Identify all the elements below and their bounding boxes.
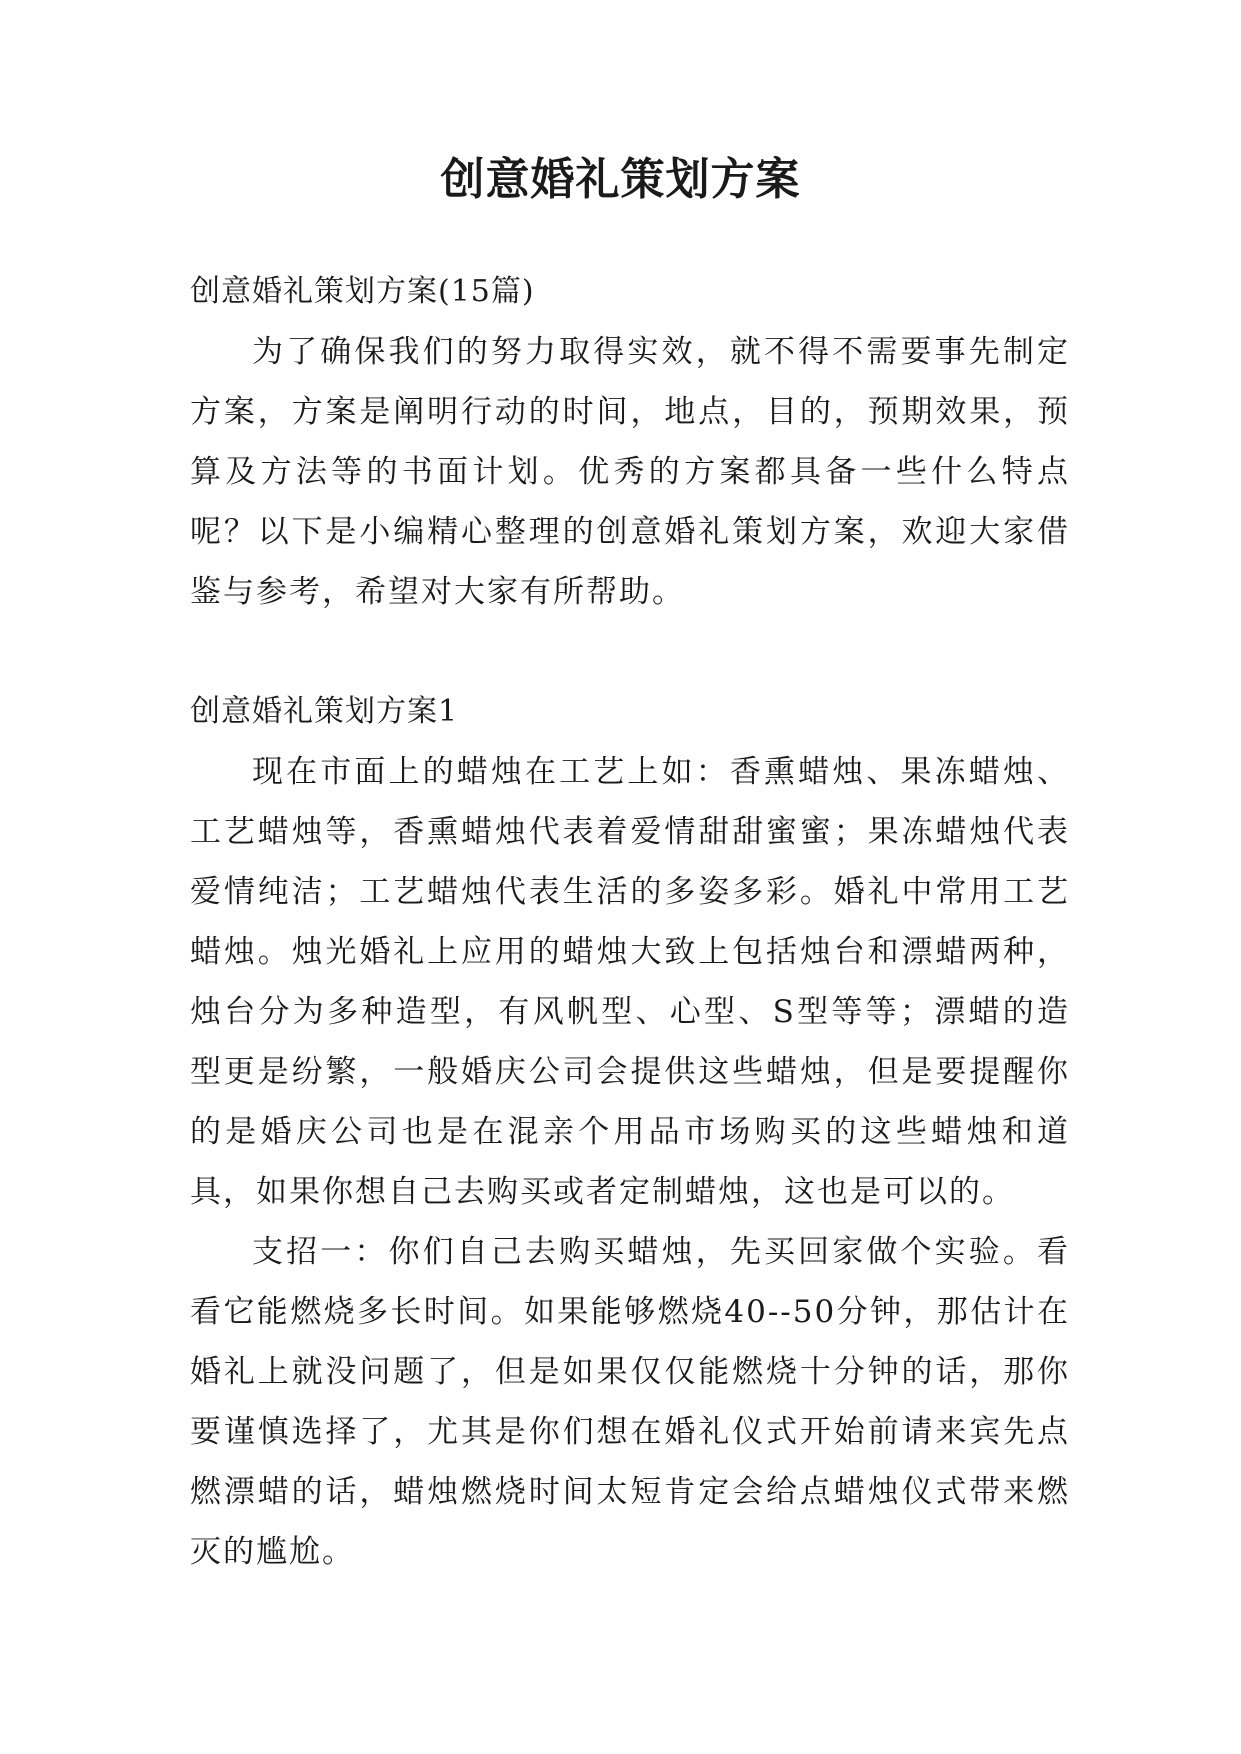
section-heading: 创意婚礼策划方案1 [190, 694, 459, 729]
document-title: 创意婚礼策划方案 [440, 154, 801, 205]
section-paragraph: 支招一：你们自己去购买蜡烛，先买回家做个实验。看看它能燃烧多长时间。如果能够燃烧40--50分钟，那估计在婚礼上就没问题了，但是如果仅仅能燃烧十分钟的话，那你要谨慎选择了，尤其是你们想在婚礼仪式开始前请来宾先点燃漂蜡的话，蜡烛燃烧时间太短肯定会给点蜡烛仪式带来燃灭的尴尬。 [190, 1234, 1070, 1570]
section-spacer [190, 622, 1070, 682]
document-body [190, 262, 1070, 1582]
intro-paragraph: 为了确保我们的努力取得实效，就不得不需要事先制定方案，方案是阐明行动的时间，地点，目的，预期效果，预算及方法等的书面计划。优秀的方案都具备一些什么特点呢？以下是小编精心整理的创意婚礼策划方案，欢迎大家借鉴与参考，希望对大家有所帮助。 [190, 334, 1070, 610]
section-paragraph: 现在市面上的蜡烛在工艺上如：香熏蜡烛、果冻蜡烛、工艺蜡烛等，香熏蜡烛代表着爱情甜甜蜜蜜；果冻蜡烛代表爱情纯洁；工艺蜡烛代表生活的多姿多彩。婚礼中常用工艺蜡烛。烛光婚礼上应用的蜡烛大致上包括烛台和漂蜡两种，烛台分为多种造型，有风帆型、心型、S型等等；漂蜡的造型更是纷繁，一般婚庆公司会提供这些蜡烛，但是要提醒你的是婚庆公司也是在混亲个用品市场购买的这些蜡烛和道具，如果你想自己去购买或者定制蜡烛，这也是可以的。 [190, 754, 1070, 1210]
document-subtitle: 创意婚礼策划方案(15篇) [190, 274, 535, 309]
